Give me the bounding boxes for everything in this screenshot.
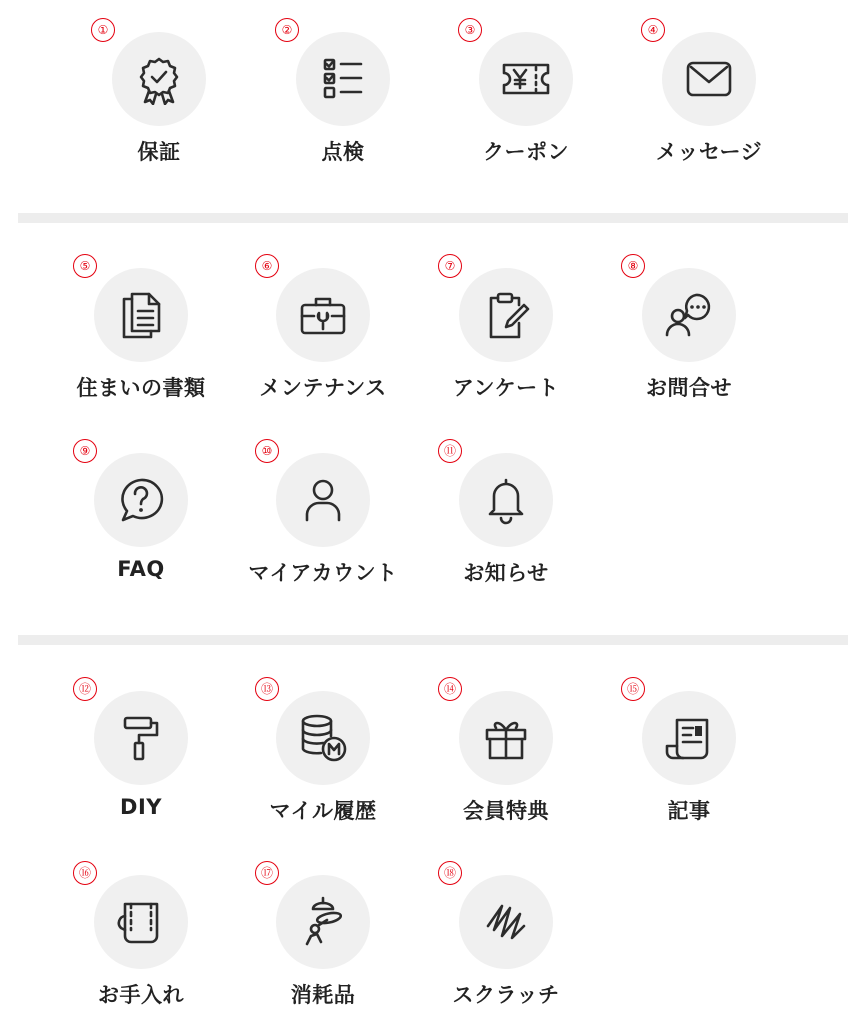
menu-maintenance[interactable]: [223, 259, 423, 408]
menu-consumables[interactable]: [223, 866, 423, 1015]
menu-mile-history[interactable]: [223, 682, 423, 831]
icon-circle: [94, 691, 188, 785]
number-marker: ③: [458, 18, 482, 42]
number-marker: ⑪: [438, 439, 462, 463]
menu-label: 点検: [321, 140, 365, 164]
menu-diy[interactable]: [41, 682, 241, 831]
icon-circle: [642, 691, 736, 785]
number-marker: ⑨: [73, 439, 97, 463]
menu-home-documents[interactable]: [41, 259, 241, 408]
menu-label: FAQ: [117, 557, 165, 581]
menu-member-benefits[interactable]: [406, 682, 606, 831]
paint-roller-icon: [115, 712, 167, 764]
menu-label: 記事: [667, 799, 711, 823]
icon-circle: [276, 875, 370, 969]
icon-circle: [276, 453, 370, 547]
menu-my-account[interactable]: [223, 444, 423, 593]
section-separator: [18, 635, 848, 645]
menu-inspection[interactable]: [243, 23, 443, 172]
number-marker: ⑧: [621, 254, 645, 278]
number-marker: ⑫: [73, 677, 97, 701]
menu-label: マイアカウント: [248, 561, 398, 585]
envelope-icon: [683, 53, 735, 105]
scratch-icon: [480, 896, 532, 948]
number-marker: ⑭: [438, 677, 462, 701]
menu-care[interactable]: [41, 866, 241, 1015]
number-marker: ⑰: [255, 861, 279, 885]
menu-coupon[interactable]: [426, 23, 626, 172]
icon-circle: [459, 268, 553, 362]
icon-circle: [479, 32, 573, 126]
number-marker: ⑬: [255, 677, 279, 701]
article-scroll-icon: [663, 712, 715, 764]
menu-label: DIY: [120, 795, 162, 819]
user-icon: [297, 474, 349, 526]
menu-scratch[interactable]: [406, 866, 606, 1015]
menu-label: 会員特典: [463, 799, 549, 823]
icon-circle: [459, 875, 553, 969]
number-marker: ⑦: [438, 254, 462, 278]
certificate-badge-icon: [133, 53, 185, 105]
menu-articles[interactable]: [589, 682, 789, 831]
menu-label: 住まいの書類: [76, 376, 206, 400]
menu-survey[interactable]: [406, 259, 606, 408]
menu-label: メンテナンス: [259, 376, 387, 400]
icon-circle: [296, 32, 390, 126]
number-marker: ④: [641, 18, 665, 42]
menu-label: お知らせ: [463, 561, 549, 585]
menu-label: 保証: [137, 140, 181, 164]
icon-circle: [276, 691, 370, 785]
question-bubble-icon: [115, 474, 167, 526]
checklist-icon: [317, 53, 369, 105]
menu-label: お問合せ: [646, 376, 732, 400]
menu-faq[interactable]: [41, 444, 241, 593]
coin-stack-icon: [297, 712, 349, 764]
menu-label: メッセージ: [655, 140, 763, 164]
documents-icon: [115, 289, 167, 341]
toolbox-icon: [297, 289, 349, 341]
menu-label: マイル履歴: [269, 799, 377, 823]
number-marker: ⑯: [73, 861, 97, 885]
number-marker: ②: [275, 18, 299, 42]
gift-icon: [480, 712, 532, 764]
menu-label: お手入れ: [98, 983, 184, 1007]
section-separator: [18, 213, 848, 223]
number-marker: ⑮: [621, 677, 645, 701]
icon-circle: [94, 268, 188, 362]
menu-label: 消耗品: [290, 983, 356, 1007]
bell-icon: [480, 474, 532, 526]
bucket-icon: [115, 896, 167, 948]
menu-label: スクラッチ: [452, 983, 560, 1007]
menu-notices[interactable]: [406, 444, 606, 593]
clipboard-pen-icon: [480, 289, 532, 341]
icon-circle: [276, 268, 370, 362]
icon-circle: [662, 32, 756, 126]
number-marker: ⑩: [255, 439, 279, 463]
yen-ticket-icon: [500, 53, 552, 105]
number-marker: ⑥: [255, 254, 279, 278]
icon-circle: [94, 875, 188, 969]
menu-message[interactable]: [609, 23, 809, 172]
number-marker: ⑤: [73, 254, 97, 278]
number-marker: ⑱: [438, 861, 462, 885]
menu-label: アンケート: [452, 376, 560, 400]
icon-circle: [459, 691, 553, 785]
menu-warranty[interactable]: [59, 23, 259, 172]
menu-contact[interactable]: [589, 259, 789, 408]
icon-circle: [642, 268, 736, 362]
icon-circle: [459, 453, 553, 547]
menu-label: クーポン: [483, 140, 569, 164]
number-marker: ①: [91, 18, 115, 42]
ceiling-light-replace-icon: [297, 896, 349, 948]
icon-circle: [94, 453, 188, 547]
person-speech-icon: [663, 289, 715, 341]
icon-circle: [112, 32, 206, 126]
